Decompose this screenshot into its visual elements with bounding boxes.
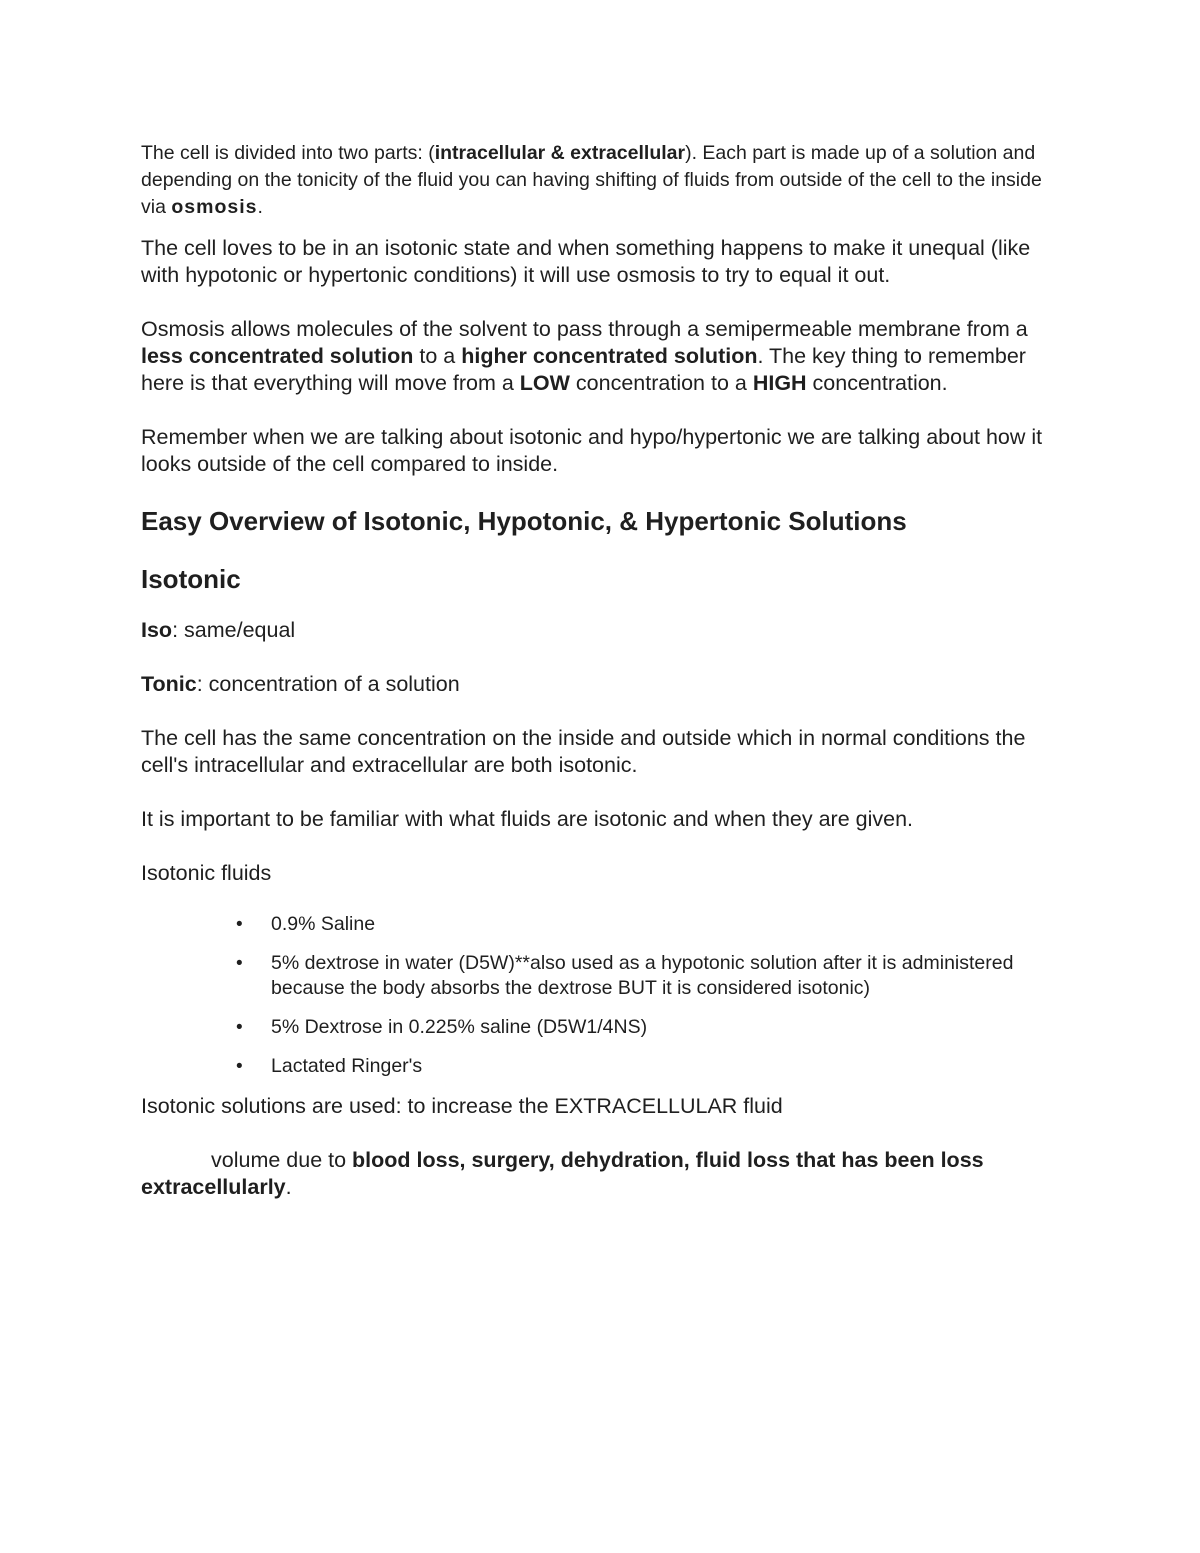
list-item [236, 1015, 1071, 1040]
list-item [236, 912, 1071, 937]
list-item-text: 5% Dextrose in 0.225% saline (D5W1/4NS) [271, 1016, 648, 1038]
bullet-icon: • [236, 914, 243, 935]
isotonic-fluids-list [141, 912, 1071, 1079]
tonic-term: Tonic [141, 672, 197, 696]
bullet-icon: • [236, 1056, 243, 1077]
subsection-title-isotonic: Isotonic [141, 564, 241, 594]
intro-bold-compartments: intracellular & extracellular [434, 142, 686, 164]
list-item-text: Lactated Ringer's [271, 1055, 423, 1077]
list-item [236, 951, 1071, 1001]
intro-paragraph [141, 140, 1071, 221]
volume-paragraph [141, 1147, 1071, 1201]
osmosis-text-2: to a [413, 344, 462, 368]
remember-paragraph: Remember when we are talking about isotonic and hypo/hypertonic we are talking about how it looks outside of the cell compared to inside. [141, 425, 1043, 476]
isotonic-state-paragraph: The cell loves to be in an isotonic state and when something happens to make it unequal (like with hypotonic or hypertonic conditions) it will use osmosis to try to equal it out. [141, 236, 1031, 287]
section-title: Easy Overview of Isotonic, Hypotonic, & Hypertonic Solutions [141, 506, 907, 536]
list-item [236, 1054, 1071, 1079]
list-item-text: 5% dextrose in water (D5W)**also used as a hypotonic solution after it is administered because the body absorbs the dextrose BUT it is considered isotonic) [271, 952, 1014, 999]
iso-definition [141, 617, 1071, 644]
bullet-icon: • [236, 953, 243, 974]
osmosis-text-3: . The key thing to remember here is that everything will move from a [141, 344, 1026, 395]
intro-text-1: The cell is divided into two parts: ( [141, 142, 435, 164]
volume-text-1: volume due to [211, 1148, 353, 1172]
same-concentration-paragraph: The cell has the same concentration on the inside and outside which in normal conditions the cell's intracellular and extracellular are both isotonic. [141, 726, 1026, 777]
isotonic-used-paragraph: Isotonic solutions are used: to increase the EXTRACELLULAR fluid [141, 1094, 783, 1118]
osmosis-paragraph [141, 316, 1071, 397]
iso-term: Iso [141, 618, 173, 642]
intro-text-3: . [257, 196, 263, 218]
osmosis-bold-low: LOW [519, 371, 570, 395]
document-page [141, 140, 1071, 1228]
tonic-meaning: : concentration of a solution [196, 672, 460, 696]
intro-text-2: ). Each part is made up of a solution and depending on the tonicity of the fluid you can having shifting of fluids from outside of the cell to the inside via [141, 142, 1042, 218]
important-paragraph: It is important to be familiar with what fluids are isotonic and when they are given. [141, 807, 913, 831]
list-item-text: 0.9% Saline [271, 913, 376, 935]
osmosis-text-4: concentration to a [569, 371, 753, 395]
intro-bold-osmosis: osmosis [171, 196, 258, 218]
isotonic-fluids-label: Isotonic fluids [141, 861, 272, 885]
iso-meaning: : same/equal [172, 618, 296, 642]
bullet-icon: • [236, 1017, 243, 1038]
volume-text-2: . [285, 1175, 292, 1199]
osmosis-bold-high: HIGH [752, 371, 807, 395]
tonic-definition [141, 671, 1071, 698]
volume-bold-causes: blood loss, surgery, dehydration, fluid loss that has been loss extracellularly [141, 1148, 984, 1199]
osmosis-text-1: Osmosis allows molecules of the solvent to pass through a semipermeable membrane from a [141, 317, 1028, 341]
osmosis-bold-higher-concentrated: higher concentrated solution [461, 344, 758, 368]
osmosis-bold-less-concentrated: less concentrated solution [141, 344, 414, 368]
osmosis-text-5: concentration. [806, 371, 948, 395]
